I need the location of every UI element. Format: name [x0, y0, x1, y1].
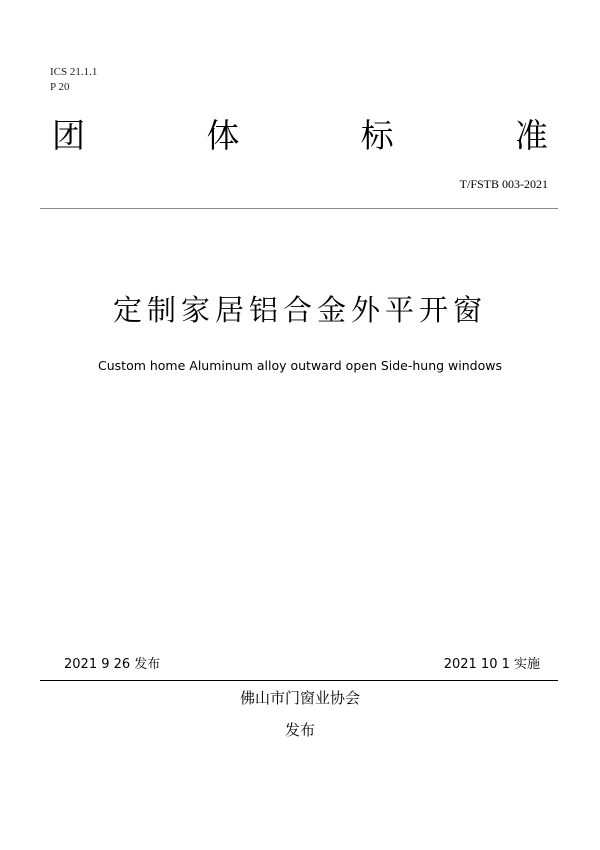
standard-type-char: 团 [52, 116, 85, 155]
title-english: Custom home Aluminum alloy outward open Side-hung windows [98, 358, 502, 373]
standard-type-heading [52, 116, 548, 156]
ics-code: ICS 21.1.1 [50, 66, 98, 78]
standard-type-char: 标 [360, 116, 394, 155]
standard-type-char: 准 [514, 116, 548, 155]
title-chinese: 定制家居铝合金外平开窗 [112, 293, 487, 327]
top-divider [40, 208, 558, 209]
ccs-code: P 20 [50, 81, 70, 93]
publisher-name: 佛山市门窗业协会 [239, 689, 360, 707]
bottom-divider [40, 680, 558, 681]
effective-date: 2021 10 1 实施 [443, 657, 540, 672]
issue-date: 2021 9 26 发布 [64, 657, 161, 672]
standard-number: T/FSTB 003-2021 [459, 177, 548, 191]
publish-label: 发布 [284, 721, 315, 739]
standard-type-char: 体 [206, 116, 240, 155]
